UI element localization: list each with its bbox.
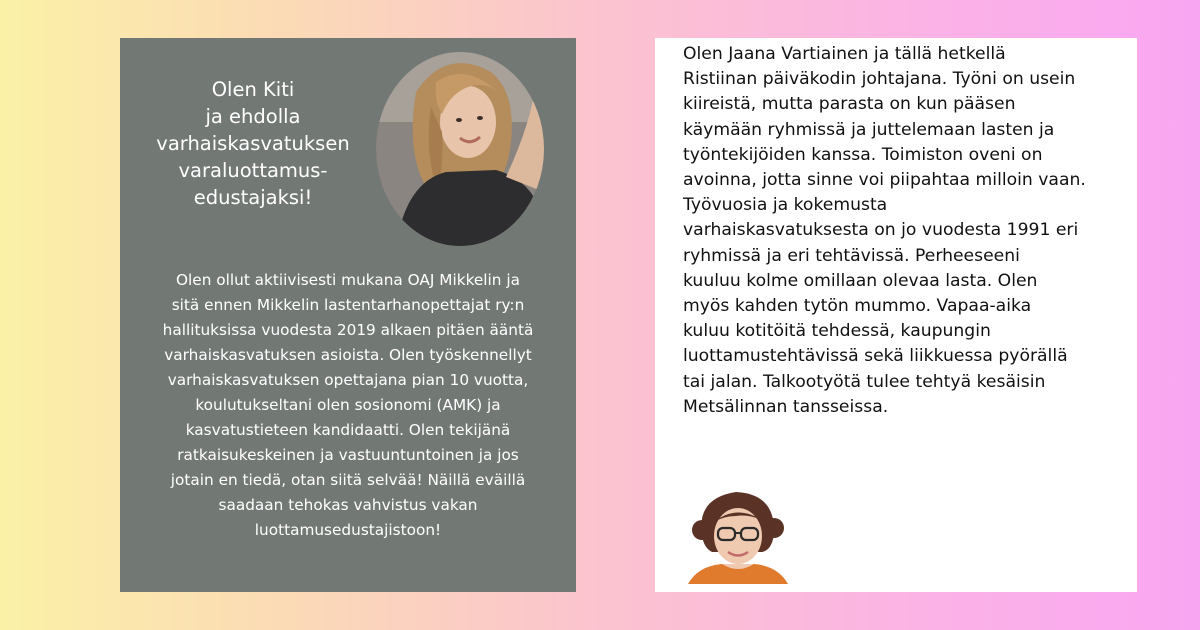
kiti-bio-line: kasvatustieteen kandidaatti. Olen tekijänä (185, 421, 511, 439)
jaana-bio-line: Työvuosia ja kokemusta (683, 195, 888, 216)
jaana-bio-line: avoinna, jotta sinne voi piipahtaa milloin vaan. (683, 170, 1086, 191)
jaana-photo (688, 488, 788, 584)
jaana-bio-line: kiireistä, mutta parasta on kun pääsen (683, 94, 1016, 115)
jaana-bio-line: Metsälinnan tansseissa. (683, 396, 889, 417)
jaana-bio-line: kuluu kotitöitä tehdessä, kaupungin (683, 321, 991, 342)
jaana-bio-line: ryhmissä ja eri tehtävissä. Perheeseeni (683, 245, 1020, 266)
jaana-bio-line: myös kahden tytön mummo. Vapaa-aika (683, 296, 1032, 317)
kiti-heading-line: edustajaksi! (193, 186, 313, 209)
kiti-photo (376, 52, 544, 246)
kiti-bio-line: saadaan tehokas vahvistus vakan (218, 496, 478, 514)
kiti-bio-line: jotain en tiedä, otan siitä selvää! Näillä eväillä (170, 471, 526, 489)
jaana-bio (683, 42, 1131, 420)
jaana-bio-line: luottamustehtävissä sekä liikkuessa pyörällä (683, 346, 1068, 367)
jaana-bio-line: kuuluu kolme omillaan olevaa lasta. Olen (683, 270, 1038, 291)
kiti-bio-line: varhaiskasvatuksen opettajana pian 10 vuotta, (167, 371, 529, 389)
kiti-bio (128, 268, 568, 543)
jaana-bio-line: Ristiinan päiväkodin johtajana. Työni on usein (683, 69, 1076, 90)
kiti-bio-line: Olen ollut aktiivisesti mukana OAJ Mikkelin ja (176, 271, 520, 289)
kiti-heading-line: varaluottamus- (178, 159, 328, 182)
kiti-bio-line: sitä ennen Mikkelin lastentarhanopettajat ry:n (171, 296, 525, 314)
kiti-portrait-image (376, 52, 544, 246)
kiti-bio-line: koulutukseltani olen sosionomi (AMK) ja (195, 396, 501, 414)
jaana-bio-line: tai jalan. Talkootyötä tulee tehtyä kesäisin (683, 371, 1046, 392)
jaana-portrait-image (688, 488, 788, 584)
jaana-bio-line: Olen Jaana Vartiainen ja tällä hetkellä (683, 44, 1006, 64)
kiti-bio-line: hallituksissa vuodesta 2019 alkaen pitäen ääntä (162, 321, 534, 339)
kiti-heading (128, 76, 378, 211)
kiti-bio-line: ratkaisukeskeinen ja vastuuntuntoinen ja jos (177, 446, 519, 464)
jaana-bio-line: varhaiskasvatuksesta on jo vuodesta 1991 eri (683, 220, 1079, 241)
kiti-heading-line: varhaiskasvatuksen (156, 132, 350, 155)
jaana-bio-line: työntekijöiden kanssa. Toimiston oveni on (683, 144, 1043, 165)
kiti-heading-line: ja ehdolla (205, 105, 301, 128)
kiti-bio-line: luottamusedustajistoon! (254, 521, 442, 539)
kiti-bio-line: varhaiskasvatuksen asioista. Olen työskennellyt (164, 346, 532, 364)
kiti-heading-line: Olen Kiti (211, 78, 295, 101)
jaana-bio-line: käymään ryhmissä ja juttelemaan lasten ja (683, 119, 1055, 140)
